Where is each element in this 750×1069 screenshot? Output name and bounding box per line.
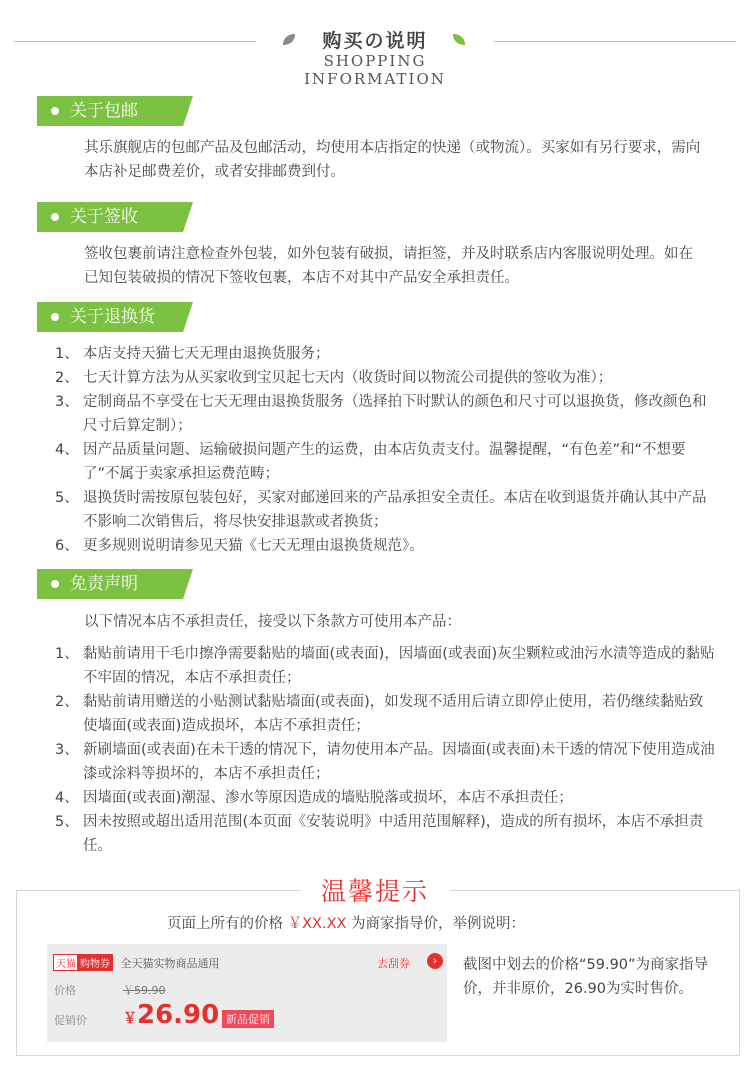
receipt-paragraph: 签收包裹前请注意检查外包装，如外包装有破损，请拒签，并及时联系店内客服说明处理。如在已知包装破损的情况下签收包裹，本店不对其中产品安全承担责任。 (84, 246, 693, 286)
disclaimer-intro (55, 610, 705, 634)
section-tag-label: 关于包邮 (70, 101, 138, 121)
page-header (0, 0, 750, 88)
section-tag-shipping (37, 96, 183, 126)
list-item: 2、 七天计算方法为从买家收到宝贝起七天内（收货时间以物流公司提供的签收为准）； (55, 370, 613, 386)
shipping-paragraph: 其乐旗舰店的包邮产品及包邮活动，均使用本店指定的快递（或物流）。买家如有另行要求，需向本店补足邮费差价，或者安排邮费到付。 (84, 140, 701, 180)
section-tag-label: 免责声明 (70, 574, 138, 594)
tips-line-text: 为商家指导价，举例说明： (346, 916, 526, 932)
orig-price: ￥59.90 (123, 984, 166, 997)
tips-line (167, 912, 617, 933)
tmall-badge: 天猫 (53, 954, 79, 971)
list-item: 1、 本店支持天猫七天无理由退换货服务； (55, 346, 330, 362)
bullet-dot-icon (51, 580, 59, 588)
returns-list (55, 342, 715, 558)
page-title: 购买の说明 (322, 30, 428, 52)
tips-line-text: 页面上所有的价格 (167, 916, 288, 932)
promo-price: ￥26.90 (123, 1000, 220, 1030)
coupon-example (47, 944, 447, 1042)
disclaimer-list (55, 642, 715, 858)
chevron-right-icon[interactable]: › (427, 953, 443, 969)
receipt-text (55, 242, 705, 290)
leaf-icon (452, 33, 466, 47)
list-item: 3、 新刷墙面(或表面)在未干透的情况下，请勿使用本产品。因墙面(或表面)未干透的情况下使用造成油漆或涂料等损坏的，本店不承担责任； (55, 742, 715, 782)
list-item: 3、 定制商品不享受在七天无理由退换货服务（选择拍下时默认的颜色和尺寸可以退换货，修改颜色和尺寸后算定制）； (55, 394, 707, 434)
bullet-dot-icon (51, 107, 59, 115)
header-divider-left (14, 41, 256, 42)
list-item: 4、 因墙面(或表面)潮湿、渗水等原因造成的墙贴脱落或损坏，本店不承担责任； (55, 790, 573, 806)
promo-badge: 新品促销 (222, 1010, 274, 1028)
price-placeholder: ￥XX.XX (287, 916, 347, 932)
coupon-scope: 全天猫实物商品通用 (120, 957, 220, 970)
header-divider-right (494, 41, 736, 42)
section-tag-disclaimer (37, 569, 183, 599)
bullet-dot-icon (51, 213, 59, 221)
list-item: 4、 因产品质量问题、运输破损问题产生的运费，由本店负责支付。温馨提醒，“有色差”和“不想要了”不属于卖家承担运费范畴； (55, 442, 686, 482)
list-item: 5、 退换货时需按原包装包好，买家对邮递回来的产品承担安全责任。本店在收到退货并确认其中产品不影响二次销售后，将尽快安排退款或者换货； (55, 490, 707, 530)
page-subtitle: SHOPPING INFORMATION (304, 52, 446, 88)
orig-price-label: 价格 (54, 984, 76, 997)
promo-price-label: 促销价 (54, 1014, 87, 1027)
shipping-text (55, 136, 705, 184)
list-item: 2、 黏贴前请用赠送的小贴测试黏贴墙面(或表面)，如发现不适用后请立即停止使用，若仍继续黏贴致使墙面(或表面)造成损坏，本店不承担责任； (55, 694, 704, 734)
tips-title: 温馨提示 (300, 872, 450, 908)
section-tag-label: 关于退换货 (70, 307, 155, 327)
tips-note: 截图中划去的价格“59.90”为商家指导价，并非原价，26.90为实时售价。 (463, 957, 709, 997)
list-item: 6、 更多规则说明请参见天猫《七天无理由退换货规范》。 (55, 538, 424, 554)
list-item: 1、 黏贴前请用干毛巾擦净需要黏贴的墙面(或表面)，因墙面(或表面)灰尘颗粒或油污水渍等造成的黏贴不牢固的情况，本店不承担责任； (55, 646, 715, 686)
bullet-dot-icon (51, 313, 59, 321)
coupon-header (53, 954, 220, 971)
section-tag-returns (37, 302, 183, 332)
section-tag-receipt (37, 202, 183, 232)
section-tag-label: 关于签收 (70, 207, 138, 227)
disclaimer-intro-text: 以下情况本店不承担责任，接受以下条款方可使用本产品： (84, 614, 461, 630)
get-coupon-link[interactable]: 去刮券 (377, 957, 410, 970)
leaf-icon (282, 33, 296, 47)
coupon-badge: 购物券 (77, 954, 113, 971)
list-item: 5、 因未按照或超出适用范围(本页面《安装说明》中适用范围解释)，造成的所有损坏，本店不承担责任。 (55, 814, 704, 854)
